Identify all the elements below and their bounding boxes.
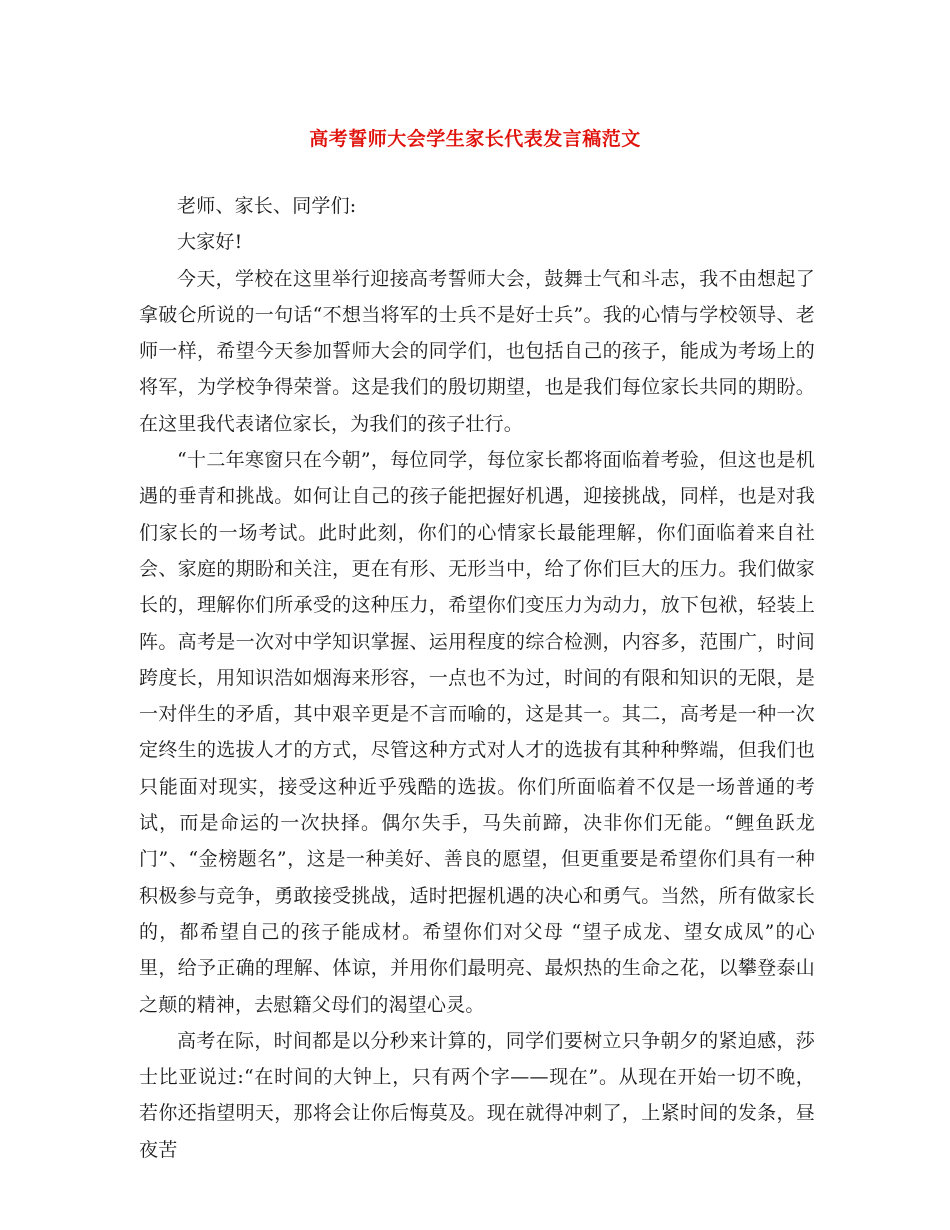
document-title: 高考誓师大会学生家长代表发言稿范文 xyxy=(309,128,641,150)
paragraph: 今天，学校在这里举行迎接高考誓师大会，鼓舞士气和斗志，我不由想起了拿破仑所说的一句话“不想当将军的士兵不是好士兵”。我的心情与学校领导、老师一样，希望今天参加誓师大会的同学们，也包括自己的孩子，能成为考场上的将军，为学校争得荣誉。这是我们的殷切期望，也是我们每位家长共同的期盼。在这里我代表诸位家长，为我们的孩子壮行。 xyxy=(139,267,815,435)
paragraph: 高考在际，时间都是以分秒来计算的，同学们要树立只争朝夕的紧迫感，莎士比亚说过:“在时间的大钟上，只有两个字——现在”。从现在开始一切不晚，若你还指望明天，那将会让你后悔莫及。现在就得冲刺了，上紧时间的发条，昼夜苦 xyxy=(139,1029,815,1161)
document-body xyxy=(139,188,815,1168)
greeting: 大家好! xyxy=(177,231,243,254)
paragraph: “十二年寒窗只在今朝”，每位同学，每位家长都将面临着考验，但这也是机遇的垂青和挑战。如何让自己的孩子能把握好机遇，迎接挑战，同样，也是对我们家长的一场考试。此时此刻，你们的心情家长最能理解，你们面临着来自社会、家庭的期盼和关注，更在有形、无形当中，给了你们巨大的压力。我们做家长的，理解你们所承受的这种压力，希望你们变压力为动力，放下包袱，轻装上阵。高考是一次对中学知识掌握、运用程度的综合检测，内容多，范围广，时间跨度长，用知识浩如烟海来形容，一点也不为过，时间的有限和知识的无限，是一对伴生的矛盾，其中艰辛更是不言而喻的，这是其一。其二，高考是一种一次定终生的选拔人才的方式，尽管这种方式对人才的选拔有其种种弊端，但我们也只能面对现实，接受这种近乎残酷的选拔。你们所面临着不仅是一场普通的考试，而是命运的一次抉择。偶尔失手，马失前蹄，决非你们无能。“鲤鱼跃龙门”、“金榜题名”，这是一种美好、善良的愿望，但更重要是希望你们具有一种积极参与竞争，勇敢接受挑战，适时把握机遇的决心和勇气。当然，所有做家长的，都希望自己的孩子能成材。希望你们对父母 “望子成龙、望女成凤”的心里，给予正确的理解、体谅，并用你们最明亮、最炽热的生命之花，以攀登泰山之颠的精神，去慰籍父母们的渴望心灵。 xyxy=(139,449,815,1016)
salutation: 老师、家长、同学们: xyxy=(177,195,357,217)
